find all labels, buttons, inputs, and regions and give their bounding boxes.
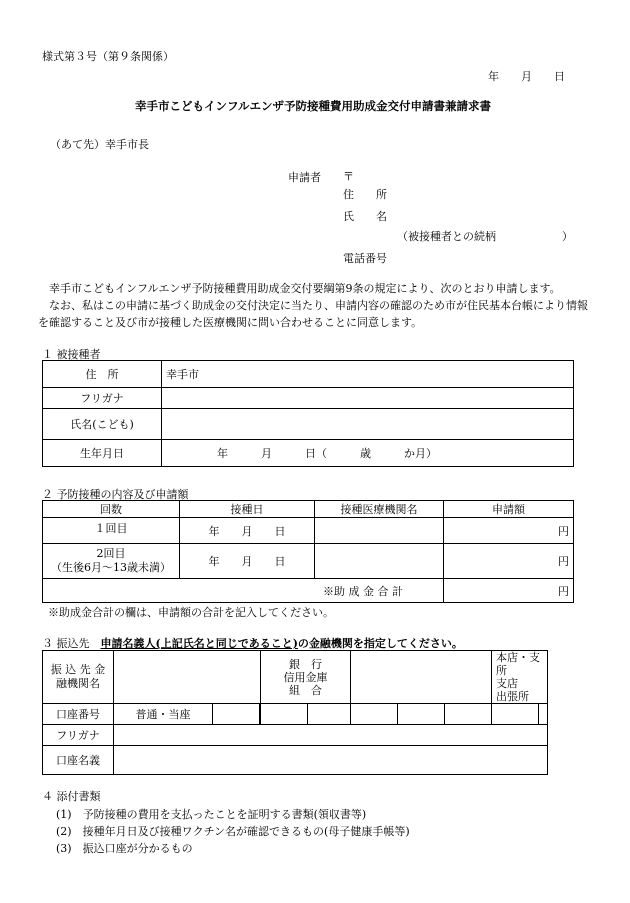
section2-heading: ２ 予防接種の内容及び申請額 bbox=[42, 488, 189, 501]
account-digit-2[interactable] bbox=[261, 704, 308, 725]
attachment-item-3: (3) 振込口座が分かるもの bbox=[56, 842, 193, 855]
dose2-clinic[interactable] bbox=[315, 544, 444, 579]
account-name-label: 口座名義 bbox=[43, 746, 114, 775]
vaccination-table bbox=[42, 500, 574, 603]
dose2-label bbox=[43, 544, 180, 579]
account-digit-5[interactable] bbox=[398, 704, 445, 725]
col-amount-header: 申請額 bbox=[444, 501, 574, 518]
dose2-amount[interactable]: 円 bbox=[444, 544, 574, 579]
section1-heading: １ 被接種者 bbox=[42, 348, 101, 361]
child-name-field[interactable] bbox=[162, 409, 574, 440]
date-line[interactable]: 年 月 日 bbox=[488, 70, 565, 83]
applicant-address-label[interactable]: 住 所 bbox=[343, 188, 387, 201]
account-digit-6[interactable] bbox=[445, 704, 492, 725]
bank-type-options[interactable] bbox=[261, 651, 351, 704]
dose1-label: １回目 bbox=[43, 518, 180, 544]
addressee: （あて先）幸手市長 bbox=[50, 138, 149, 151]
bank-type-bank[interactable]: 銀 行 bbox=[289, 657, 322, 671]
recipient-table bbox=[42, 360, 574, 467]
dose1-clinic[interactable] bbox=[315, 518, 444, 544]
section4-heading: ４ 添付書類 bbox=[42, 790, 101, 803]
applicant-name-label[interactable]: 氏 名 bbox=[343, 210, 387, 223]
branch-type-head[interactable]: 本店・支所 bbox=[496, 651, 540, 677]
attachment-item-2: (2) 接種年月日及び接種ワクチン名が確認できるもの(母子健康手帳等) bbox=[56, 825, 410, 838]
account-number-label: 口座番号 bbox=[43, 704, 114, 725]
account-furigana-field[interactable] bbox=[114, 725, 548, 746]
birthdate-label: 生年月日 bbox=[43, 440, 162, 467]
account-digit-8[interactable] bbox=[539, 704, 548, 725]
account-digit-1[interactable] bbox=[213, 704, 260, 725]
col-date-header: 接種日 bbox=[180, 501, 315, 518]
intro-paragraph-2: なお、私はこの申請に基づく助成金の交付決定に当たり、申請内容の確認のため市が住民基本台帳により情報を確認すること及び市が接種した医療機関に問い合わせることに同意します。 bbox=[38, 299, 588, 329]
bank-type-union[interactable]: 組 合 bbox=[289, 683, 322, 697]
bank-label: 振 込 先 金融機関名 bbox=[43, 651, 114, 704]
child-name-label: 氏名(こども) bbox=[43, 409, 162, 440]
total-label: ※助 成 金 合 計 bbox=[43, 579, 444, 603]
bank-type-credit[interactable]: 信用金庫 bbox=[283, 670, 328, 684]
dose2-age-range: （生後6月～13歳未満） bbox=[51, 561, 171, 574]
total-amount[interactable]: 円 bbox=[444, 579, 574, 603]
total-note: ※助成金合計の欄は、申請額の合計を記入してください。 bbox=[48, 606, 334, 619]
applicant-relation[interactable]: （被接種者との続柄 ） bbox=[397, 230, 573, 243]
applicant-phone-label[interactable]: 電話番号 bbox=[343, 252, 387, 265]
branch-name-field[interactable] bbox=[351, 651, 492, 704]
section3-heading-prefix: ３ 振込先 bbox=[42, 637, 90, 650]
account-digit-4[interactable] bbox=[351, 704, 398, 725]
col-clinic-header: 接種医療機関名 bbox=[315, 501, 444, 518]
branch-type-options[interactable] bbox=[492, 651, 548, 704]
account-type[interactable]: 普通・当座 bbox=[114, 704, 213, 725]
applicant-label: 申請者 bbox=[288, 171, 321, 184]
dose2-title: 2回目 bbox=[96, 547, 126, 560]
bank-name-field[interactable] bbox=[114, 651, 261, 704]
postal-mark[interactable]: 〒 bbox=[343, 170, 354, 183]
section3-heading bbox=[42, 635, 463, 651]
branch-type-branch[interactable]: 支店 bbox=[496, 677, 518, 690]
address-label: 住 所 bbox=[43, 361, 162, 388]
branch-type-sub[interactable]: 出張所 bbox=[496, 690, 529, 703]
account-furigana-label: フリガナ bbox=[43, 725, 114, 746]
dose1-date[interactable]: 年 月 日 bbox=[180, 518, 315, 544]
furigana-field[interactable] bbox=[162, 388, 574, 409]
section3-heading-emphasis: 申請名義人(上記氏名と同じであること) bbox=[100, 637, 298, 650]
account-digit-3[interactable] bbox=[308, 704, 351, 725]
form-number: 様式第３号（第９条関係） bbox=[42, 50, 174, 63]
account-name-field[interactable] bbox=[114, 746, 548, 775]
furigana-label: フリガナ bbox=[43, 388, 162, 409]
dose2-date[interactable]: 年 月 日 bbox=[180, 544, 315, 579]
intro-paragraph-1: 幸手市こどもインフルエンザ予防接種費用助成金交付要綱第9条の規定により、次のとおり申請します。 bbox=[49, 282, 561, 295]
address-field[interactable]: 幸手市 bbox=[162, 361, 574, 388]
birthdate-field[interactable]: 年 月 日（ 歳 か月） bbox=[162, 440, 574, 467]
section3-heading-suffix: の金融機関を指定してください。 bbox=[297, 637, 463, 650]
dose1-amount[interactable]: 円 bbox=[444, 518, 574, 544]
bank-table bbox=[42, 650, 548, 775]
account-digit-7[interactable] bbox=[492, 704, 539, 725]
form-title: 幸手市こどもインフルエンザ予防接種費用助成金交付申請書兼請求書 bbox=[135, 99, 492, 113]
attachment-item-1: (1) 予防接種の費用を支払ったことを証明する書類(領収書等) bbox=[56, 808, 367, 821]
col-count-header: 回数 bbox=[43, 501, 180, 518]
